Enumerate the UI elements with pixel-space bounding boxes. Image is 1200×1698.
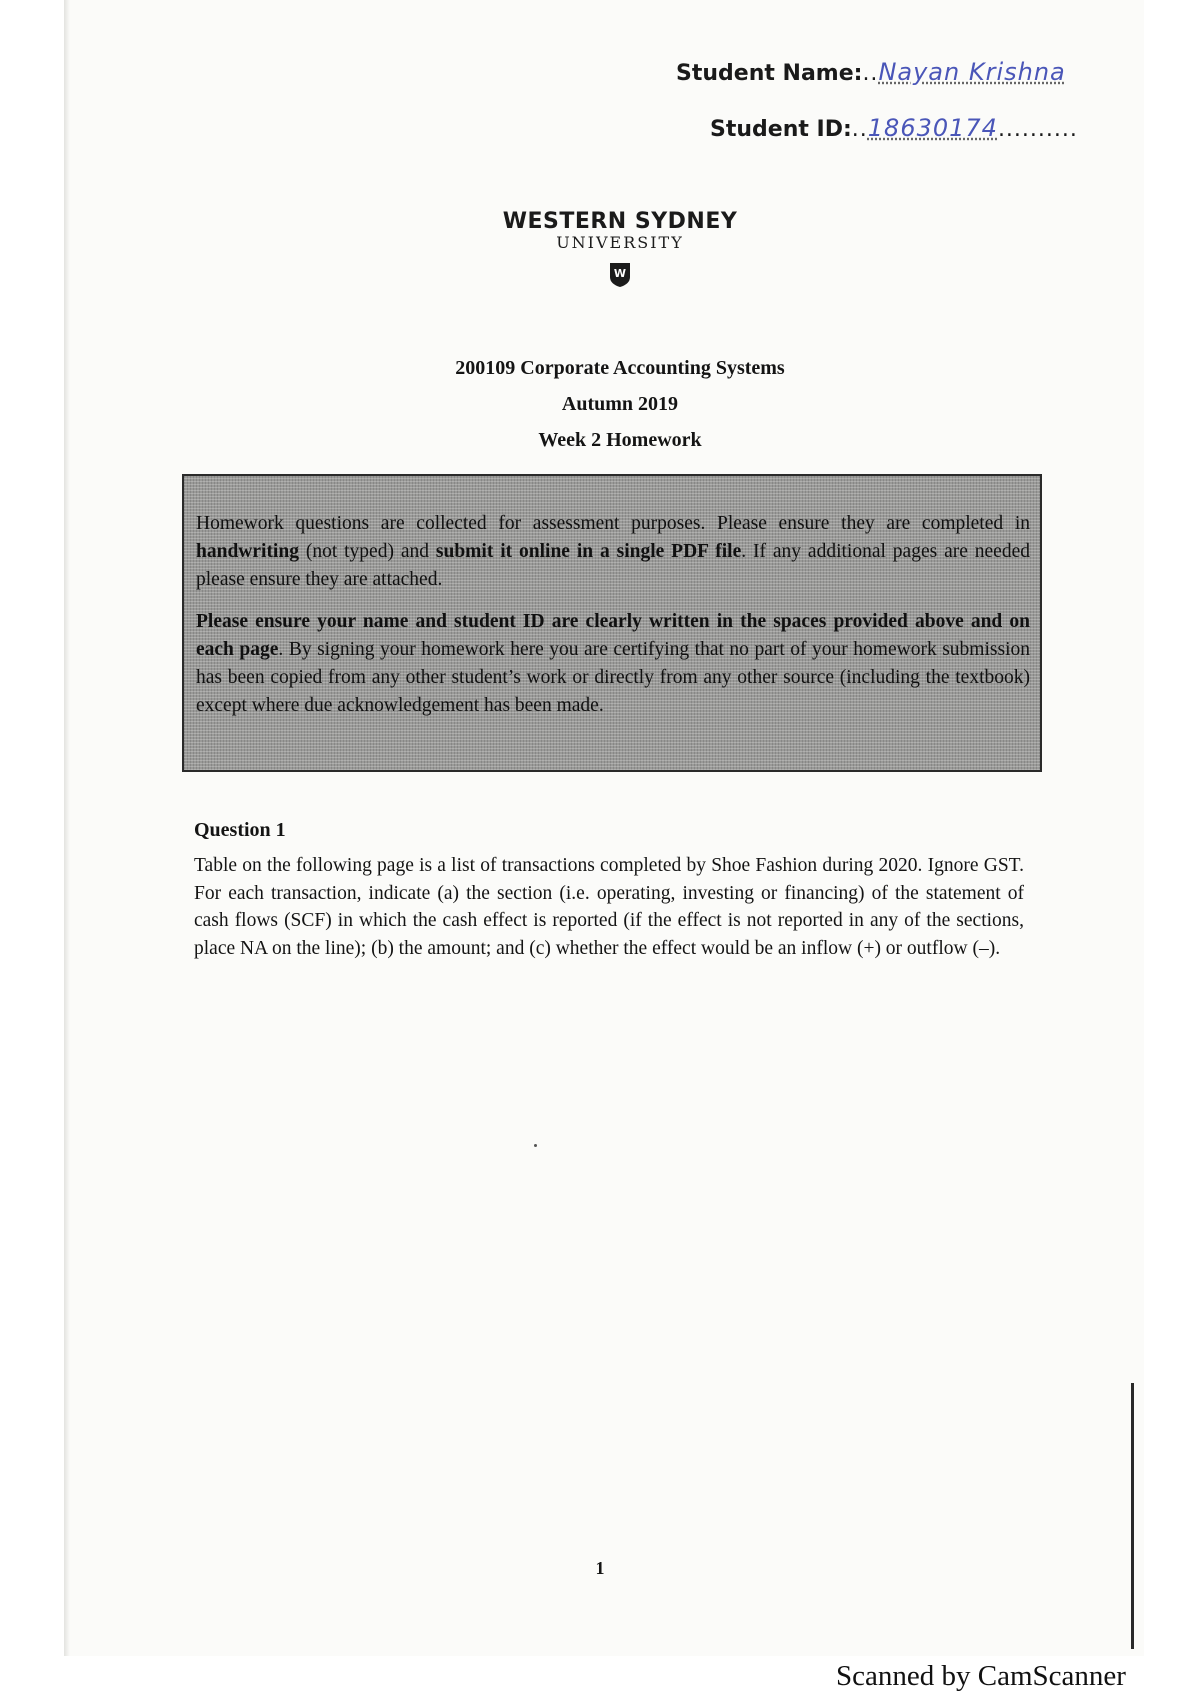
logo-line-1: WESTERN SYDNEY — [502, 209, 738, 234]
notice-text: (not typed) and — [298, 541, 436, 562]
student-name-line — [676, 58, 1066, 86]
notice-emphasis: Please ensure your name and student ID are clearly written in the spaces provided above and on each page — [196, 611, 1030, 660]
title-block — [350, 350, 890, 458]
dotted-leader: .......... — [997, 117, 1078, 142]
scan-edge-mark — [1131, 1383, 1134, 1649]
camscanner-watermark: Scanned by CamScanner — [836, 1660, 1126, 1692]
page-number: 1 — [595, 1558, 605, 1578]
dotted-leader: .. — [851, 117, 868, 142]
shield-letter: W — [613, 267, 627, 280]
student-name-handwritten: Nayan Krishna — [878, 58, 1066, 86]
student-id-handwritten: 18630174 — [867, 114, 998, 142]
logo-line-2: UNIVERSITY — [556, 233, 684, 252]
notice-paragraph-1 — [196, 510, 1030, 594]
course-title: 200109 Corporate Accounting Systems — [455, 357, 785, 379]
notice-emphasis: submit it online in a single PDF file — [435, 541, 742, 562]
notice-text: Homework questions are collected for assessment purposes. Please ensure they are completed in — [196, 513, 1030, 534]
notice-box — [182, 474, 1042, 772]
assignment-title: Week 2 Homework — [538, 429, 702, 451]
scan-speck — [534, 1144, 537, 1147]
term-title: Autumn 2019 — [561, 393, 679, 415]
university-shield-icon — [609, 262, 631, 288]
university-logo — [500, 210, 740, 288]
dotted-leader: .. — [862, 61, 879, 86]
student-name-label: Student Name: — [676, 61, 863, 86]
notice-text: . By signing your homework here you are certifying that no part of your homework submission has been copied from any other student’s work or directly from any other source (including the textbook) except where due acknowledgement has been made. — [196, 639, 1030, 716]
question-heading: Question 1 — [194, 819, 286, 841]
student-id-line — [710, 114, 1078, 142]
student-id-label: Student ID: — [710, 117, 852, 142]
notice-emphasis: handwriting — [196, 541, 299, 562]
scan-shadow-edge — [64, 0, 70, 1656]
notice-paragraph-2 — [196, 608, 1030, 720]
question-body: Table on the following page is a list of transactions completed by Shoe Fashion during 2020. Ignore GST. For each transaction, indicate (a) the section (i.e. operating, investing or financing) of the statement of cash flows (SCF) in which the cash effect is reported (if the effect is not reported in any of the sections, place NA on the line); (b) the amount; and (c) whether the effect would be an inflow (+) or outflow (–). — [194, 855, 1024, 959]
notice-text: . If any additional pages are needed please ensure they are attached. — [196, 541, 1030, 590]
